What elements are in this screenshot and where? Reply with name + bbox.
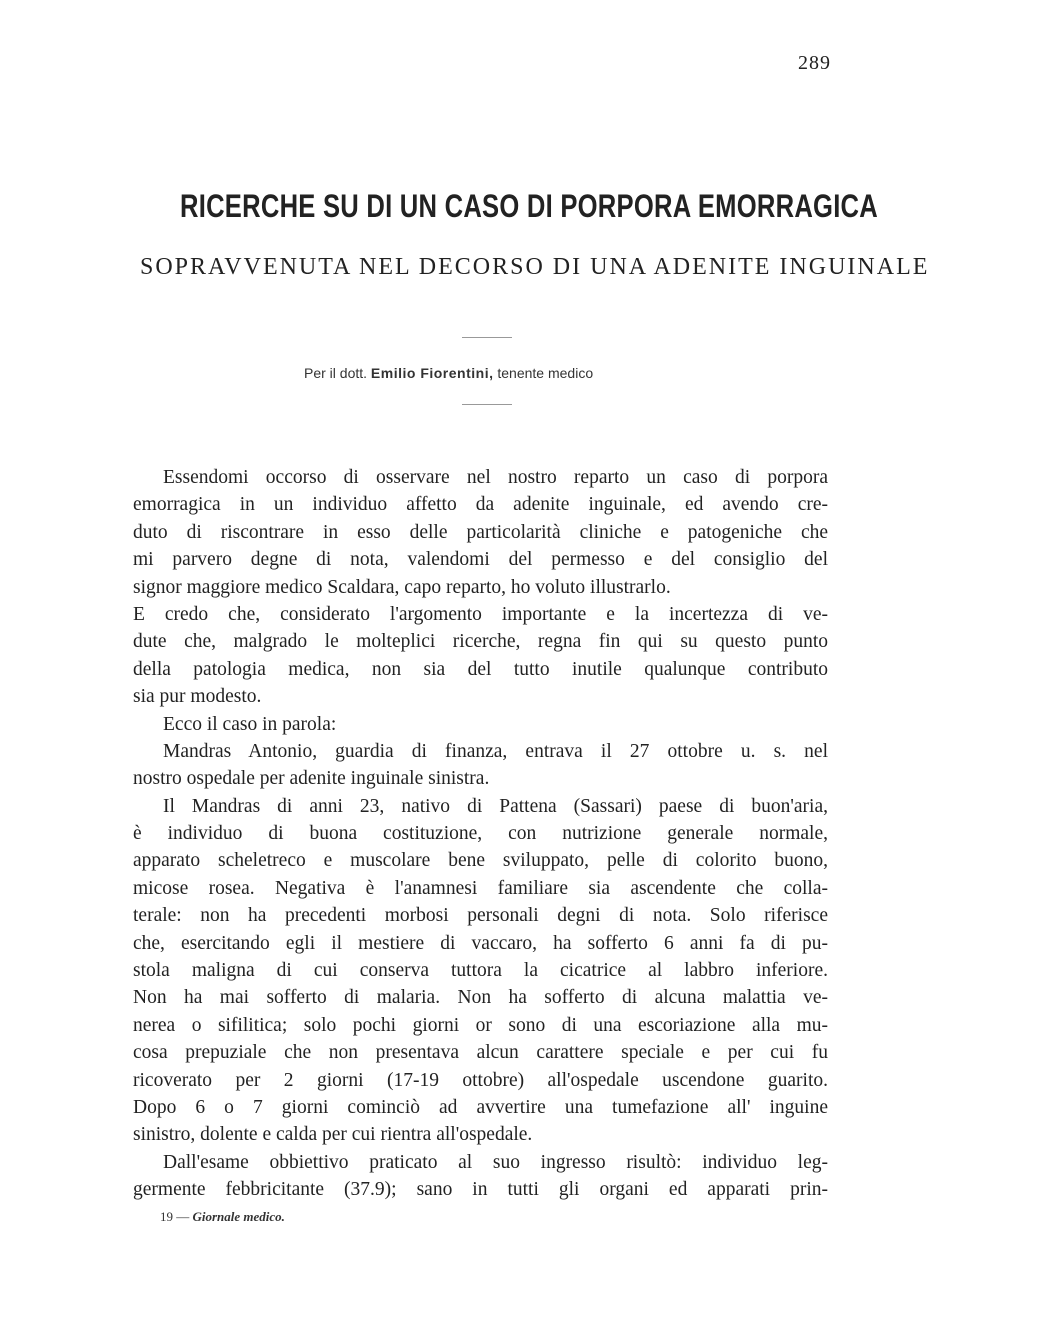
body-line: apparato scheletreco e muscolare bene sviluppato, pelle di colorito buono, — [133, 850, 828, 872]
body-line: nostro ospedale per adenite inguinale sinistra. — [133, 768, 490, 790]
body-line: stola maligna di cui conserva tuttora la cicatrice al labbro inferiore. — [133, 960, 828, 982]
body-line: emorragica in un individuo affetto da adenite inguinale, ed avendo cre- — [133, 494, 828, 516]
body-line: terale: non ha precedenti morbosi personali degni di nota. Solo riferisce — [133, 905, 828, 927]
body-line: nerea o sifilitica; solo pochi giorni or sono di una escoriazione alla mu- — [133, 1014, 828, 1036]
body-line: mi parvero degne di nota, valendomi del permesso e del consiglio del — [133, 549, 828, 571]
page-footer — [160, 1209, 285, 1225]
body-line: cosa prepuziale che non presentava alcun carattere speciale e per cui fu — [133, 1042, 828, 1064]
page-number: 289 — [798, 52, 831, 74]
body-line: micose rosea. Negativa è l'anamnesi familiare sia ascendente che colla- — [133, 877, 828, 899]
footer-signature: 19 — — [160, 1209, 190, 1224]
article-subtitle: SOPRAVVENUTA NEL DECORSO DI UNA ADENITE INGUINALE — [140, 254, 930, 280]
body-line: ricoverato per 2 giorni (17-19 ottobre) all'ospedale uscendone guarito. — [133, 1069, 828, 1091]
byline — [304, 365, 593, 381]
body-line: signor maggiore medico Scaldara, capo reparto, ho voluto illustrarlo. — [133, 576, 671, 598]
footer-journal: Giornale medico. — [192, 1209, 285, 1224]
body-line: Il Mandras di anni 23, nativo di Pattena (Sassari) paese di buon'aria, — [163, 795, 828, 817]
body-line: Essendomi occorso di osservare nel nostro reparto un caso di porpora — [163, 467, 828, 488]
body-line: duto di riscontrare in esso delle particolarità cliniche e patogeniche che — [133, 521, 828, 543]
body-line: Non ha mai sofferto di malaria. Non ha sofferto di alcuna malattia ve- — [133, 987, 828, 1009]
bottom-rule — [462, 404, 512, 405]
body-line: Mandras Antonio, guardia di finanza, entrava il 27 ottobre u. s. nel — [163, 740, 828, 762]
body-line: Dopo 6 o 7 giorni cominciò ad avvertire una tumefazione all' inguine — [133, 1096, 828, 1118]
top-rule — [462, 337, 512, 338]
body-line: che, esercitando egli il mestiere di vaccaro, ha sofferto 6 anni fa di pu- — [133, 932, 828, 954]
body-line: Ecco il caso in parola: — [163, 713, 337, 735]
body-line: dute che, malgrado le molteplici ricerche, regna fin qui su questo punto — [133, 631, 828, 653]
body-line: E credo che, considerato l'argomento importante e la incertezza di ve- — [133, 603, 828, 625]
body-line: della patologia medica, non sia del tutto inutile qualunque contributo — [133, 658, 828, 680]
body-text — [133, 464, 828, 1204]
body-line: è individuo di buona costituzione, con nutrizione generale normale, — [133, 823, 828, 845]
byline-role: tenente medico — [497, 365, 594, 381]
article-title: RICERCHE SU DI UN CASO DI PORPORA EMORRAGICA — [180, 188, 879, 224]
body-line: germente febbricitante (37.9); sano in tutti gli organi ed apparati prin- — [133, 1179, 828, 1201]
body-line: sinistro, dolente e calda per cui rientra all'ospedale. — [133, 1124, 533, 1146]
byline-prefix: Per il dott. — [304, 365, 368, 381]
body-line: Dall'esame obbiettivo praticato al suo ingresso risultò: individuo leg- — [163, 1151, 828, 1173]
byline-author: Emilio Fiorentini, — [370, 365, 494, 381]
body-line: sia pur modesto. — [133, 686, 262, 708]
